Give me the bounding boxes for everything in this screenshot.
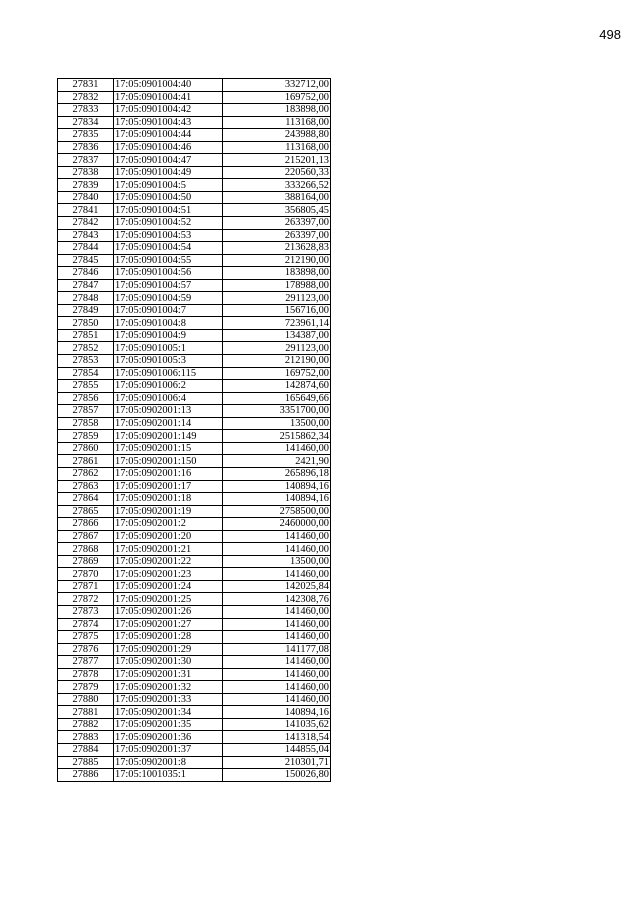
row-index-cell: 27872 [58, 593, 114, 606]
table-row [58, 242, 331, 255]
cadastral-number-cell: 17:05:0902001:17 [114, 480, 223, 493]
row-index-cell: 27879 [58, 681, 114, 694]
row-index-cell: 27884 [58, 743, 114, 756]
value-cell: 212190,00 [223, 355, 331, 368]
table-row [58, 392, 331, 405]
table-row [58, 267, 331, 280]
table-row [58, 217, 331, 230]
row-index-cell: 27844 [58, 242, 114, 255]
row-index-cell: 27838 [58, 166, 114, 179]
row-index-cell: 27847 [58, 279, 114, 292]
row-index-cell: 27850 [58, 317, 114, 330]
table-row [58, 154, 331, 167]
cadastral-number-cell: 17:05:0902001:33 [114, 693, 223, 706]
records-table-body [58, 79, 331, 782]
table-row [58, 229, 331, 242]
value-cell: 263397,00 [223, 217, 331, 230]
cadastral-number-cell: 17:05:0902001:22 [114, 555, 223, 568]
row-index-cell: 27877 [58, 656, 114, 669]
table-row [58, 116, 331, 129]
table-row [58, 743, 331, 756]
table-row [58, 467, 331, 480]
value-cell: 215201,13 [223, 154, 331, 167]
value-cell: 165649,66 [223, 392, 331, 405]
row-index-cell: 27856 [58, 392, 114, 405]
cadastral-number-cell: 17:05:0901004:54 [114, 242, 223, 255]
value-cell: 2515862,34 [223, 430, 331, 443]
value-cell: 2460000,00 [223, 518, 331, 531]
value-cell: 134387,00 [223, 329, 331, 342]
cadastral-number-cell: 17:05:0902001:18 [114, 493, 223, 506]
table-row [58, 91, 331, 104]
cadastral-number-cell: 17:05:0902001:14 [114, 417, 223, 430]
table-row [58, 279, 331, 292]
cadastral-number-cell: 17:05:0902001:32 [114, 681, 223, 694]
row-index-cell: 27874 [58, 618, 114, 631]
table-row [58, 668, 331, 681]
row-index-cell: 27886 [58, 769, 114, 782]
value-cell: 141460,00 [223, 631, 331, 644]
value-cell: 141460,00 [223, 442, 331, 455]
value-cell: 220560,33 [223, 166, 331, 179]
row-index-cell: 27855 [58, 380, 114, 393]
value-cell: 142308,76 [223, 593, 331, 606]
table-row [58, 417, 331, 430]
value-cell: 332712,00 [223, 79, 331, 92]
value-cell: 178988,00 [223, 279, 331, 292]
cadastral-number-cell: 17:05:0902001:37 [114, 743, 223, 756]
row-index-cell: 27849 [58, 304, 114, 317]
table-row [58, 430, 331, 443]
row-index-cell: 27831 [58, 79, 114, 92]
value-cell: 3351700,00 [223, 405, 331, 418]
table-row [58, 530, 331, 543]
table-row [58, 367, 331, 380]
cadastral-number-cell: 17:05:0902001:19 [114, 505, 223, 518]
value-cell: 291123,00 [223, 292, 331, 305]
value-cell: 142025,84 [223, 580, 331, 593]
value-cell: 2758500,00 [223, 505, 331, 518]
cadastral-number-cell: 17:05:0902001:8 [114, 756, 223, 769]
cadastral-number-cell: 17:05:0902001:27 [114, 618, 223, 631]
table-row [58, 329, 331, 342]
cadastral-number-cell: 17:05:0902001:13 [114, 405, 223, 418]
table-row [58, 656, 331, 669]
row-index-cell: 27840 [58, 191, 114, 204]
row-index-cell: 27862 [58, 467, 114, 480]
row-index-cell: 27858 [58, 417, 114, 430]
row-index-cell: 27878 [58, 668, 114, 681]
value-cell: 723961,14 [223, 317, 331, 330]
cadastral-number-cell: 17:05:0902001:30 [114, 656, 223, 669]
cadastral-number-cell: 17:05:0901006:2 [114, 380, 223, 393]
row-index-cell: 27832 [58, 91, 114, 104]
row-index-cell: 27843 [58, 229, 114, 242]
cadastral-number-cell: 17:05:0901006:4 [114, 392, 223, 405]
cadastral-number-cell: 17:05:0901004:5 [114, 179, 223, 192]
value-cell: 291123,00 [223, 342, 331, 355]
cadastral-number-cell: 17:05:0901004:52 [114, 217, 223, 230]
value-cell: 141460,00 [223, 681, 331, 694]
row-index-cell: 27853 [58, 355, 114, 368]
row-index-cell: 27868 [58, 543, 114, 556]
cadastral-number-cell: 17:05:0901004:51 [114, 204, 223, 217]
table-row [58, 191, 331, 204]
row-index-cell: 27837 [58, 154, 114, 167]
value-cell: 142874,60 [223, 380, 331, 393]
value-cell: 140894,16 [223, 480, 331, 493]
value-cell: 210301,71 [223, 756, 331, 769]
cadastral-number-cell: 17:05:0901004:8 [114, 317, 223, 330]
table-row [58, 104, 331, 117]
row-index-cell: 27834 [58, 116, 114, 129]
row-index-cell: 27846 [58, 267, 114, 280]
table-row [58, 304, 331, 317]
value-cell: 263397,00 [223, 229, 331, 242]
cadastral-number-cell: 17:05:0901004:41 [114, 91, 223, 104]
table-row [58, 643, 331, 656]
cadastral-number-cell: 17:05:0901004:44 [114, 129, 223, 142]
table-row [58, 543, 331, 556]
cadastral-number-cell: 17:05:0901004:59 [114, 292, 223, 305]
cadastral-number-cell: 17:05:0901004:9 [114, 329, 223, 342]
table-row [58, 204, 331, 217]
table-row [58, 79, 331, 92]
cadastral-number-cell: 17:05:0902001:2 [114, 518, 223, 531]
cadastral-number-cell: 17:05:0902001:25 [114, 593, 223, 606]
row-index-cell: 27852 [58, 342, 114, 355]
row-index-cell: 27876 [58, 643, 114, 656]
row-index-cell: 27835 [58, 129, 114, 142]
value-cell: 265896,18 [223, 467, 331, 480]
row-index-cell: 27859 [58, 430, 114, 443]
value-cell: 13500,00 [223, 417, 331, 430]
page-number: 498 [599, 27, 621, 42]
cadastral-number-cell: 17:05:0902001:28 [114, 631, 223, 644]
table-row [58, 141, 331, 154]
cadastral-number-cell: 17:05:0901005:3 [114, 355, 223, 368]
cadastral-number-cell: 17:05:0902001:35 [114, 718, 223, 731]
cadastral-number-cell: 17:05:0901004:50 [114, 191, 223, 204]
row-index-cell: 27866 [58, 518, 114, 531]
value-cell: 140894,16 [223, 706, 331, 719]
table-row [58, 317, 331, 330]
value-cell: 140894,16 [223, 493, 331, 506]
table-row [58, 493, 331, 506]
value-cell: 141460,00 [223, 693, 331, 706]
row-index-cell: 27885 [58, 756, 114, 769]
value-cell: 141460,00 [223, 618, 331, 631]
cadastral-number-cell: 17:05:0902001:29 [114, 643, 223, 656]
table-row [58, 380, 331, 393]
cadastral-number-cell: 17:05:0901004:46 [114, 141, 223, 154]
value-cell: 113168,00 [223, 141, 331, 154]
value-cell: 183898,00 [223, 104, 331, 117]
cadastral-number-cell: 17:05:0901004:40 [114, 79, 223, 92]
cadastral-number-cell: 17:05:0901004:49 [114, 166, 223, 179]
cadastral-number-cell: 17:05:0901004:47 [114, 154, 223, 167]
table-row [58, 731, 331, 744]
table-row [58, 405, 331, 418]
row-index-cell: 27880 [58, 693, 114, 706]
table-row [58, 455, 331, 468]
value-cell: 141318,54 [223, 731, 331, 744]
cadastral-number-cell: 17:05:0902001:15 [114, 442, 223, 455]
value-cell: 141460,00 [223, 568, 331, 581]
value-cell: 141460,00 [223, 656, 331, 669]
cadastral-number-cell: 17:05:0902001:21 [114, 543, 223, 556]
cadastral-number-cell: 17:05:0901004:53 [114, 229, 223, 242]
table-row [58, 756, 331, 769]
table-row [58, 593, 331, 606]
cadastral-number-cell: 17:05:0902001:16 [114, 467, 223, 480]
value-cell: 141460,00 [223, 543, 331, 556]
table-row [58, 355, 331, 368]
row-index-cell: 27869 [58, 555, 114, 568]
row-index-cell: 27861 [58, 455, 114, 468]
row-index-cell: 27836 [58, 141, 114, 154]
row-index-cell: 27860 [58, 442, 114, 455]
cadastral-number-cell: 17:05:0901006:115 [114, 367, 223, 380]
table-row [58, 618, 331, 631]
row-index-cell: 27882 [58, 718, 114, 731]
value-cell: 141460,00 [223, 530, 331, 543]
cadastral-number-cell: 17:05:0901004:42 [114, 104, 223, 117]
value-cell: 141460,00 [223, 668, 331, 681]
table-row [58, 718, 331, 731]
value-cell: 150026,80 [223, 769, 331, 782]
value-cell: 2421,90 [223, 455, 331, 468]
value-cell: 213628,83 [223, 242, 331, 255]
table-row [58, 555, 331, 568]
row-index-cell: 27865 [58, 505, 114, 518]
row-index-cell: 27845 [58, 254, 114, 267]
value-cell: 144855,04 [223, 743, 331, 756]
row-index-cell: 27875 [58, 631, 114, 644]
value-cell: 212190,00 [223, 254, 331, 267]
cadastral-number-cell: 17:05:0902001:31 [114, 668, 223, 681]
row-index-cell: 27870 [58, 568, 114, 581]
cadastral-number-cell: 17:05:0902001:23 [114, 568, 223, 581]
value-cell: 141177,08 [223, 643, 331, 656]
cadastral-number-cell: 17:05:1001035:1 [114, 769, 223, 782]
cadastral-number-cell: 17:05:0902001:36 [114, 731, 223, 744]
table-row [58, 166, 331, 179]
table-row [58, 254, 331, 267]
value-cell: 13500,00 [223, 555, 331, 568]
table-row [58, 480, 331, 493]
table-row [58, 505, 331, 518]
table-row [58, 292, 331, 305]
cadastral-number-cell: 17:05:0901004:56 [114, 267, 223, 280]
row-index-cell: 27851 [58, 329, 114, 342]
row-index-cell: 27854 [58, 367, 114, 380]
row-index-cell: 27864 [58, 493, 114, 506]
row-index-cell: 27867 [58, 530, 114, 543]
cadastral-number-cell: 17:05:0901004:55 [114, 254, 223, 267]
table-row [58, 693, 331, 706]
row-index-cell: 27883 [58, 731, 114, 744]
value-cell: 141460,00 [223, 605, 331, 618]
row-index-cell: 27848 [58, 292, 114, 305]
table-row [58, 681, 331, 694]
row-index-cell: 27842 [58, 217, 114, 230]
cadastral-number-cell: 17:05:0901004:43 [114, 116, 223, 129]
table-row [58, 706, 331, 719]
row-index-cell: 27833 [58, 104, 114, 117]
value-cell: 356805,45 [223, 204, 331, 217]
table-row [58, 568, 331, 581]
value-cell: 243988,80 [223, 129, 331, 142]
table-row [58, 129, 331, 142]
row-index-cell: 27857 [58, 405, 114, 418]
value-cell: 113168,00 [223, 116, 331, 129]
row-index-cell: 27863 [58, 480, 114, 493]
records-table [57, 78, 331, 782]
cadastral-number-cell: 17:05:0902001:24 [114, 580, 223, 593]
row-index-cell: 27871 [58, 580, 114, 593]
table-row [58, 518, 331, 531]
cadastral-number-cell: 17:05:0902001:150 [114, 455, 223, 468]
row-index-cell: 27839 [58, 179, 114, 192]
cadastral-number-cell: 17:05:0901004:7 [114, 304, 223, 317]
cadastral-number-cell: 17:05:0902001:20 [114, 530, 223, 543]
table-row [58, 580, 331, 593]
table-row [58, 631, 331, 644]
table-row [58, 442, 331, 455]
cadastral-number-cell: 17:05:0901005:1 [114, 342, 223, 355]
table-row [58, 605, 331, 618]
value-cell: 333266,52 [223, 179, 331, 192]
value-cell: 141035,62 [223, 718, 331, 731]
cadastral-number-cell: 17:05:0902001:34 [114, 706, 223, 719]
cadastral-number-cell: 17:05:0902001:26 [114, 605, 223, 618]
cadastral-number-cell: 17:05:0902001:149 [114, 430, 223, 443]
table-row [58, 342, 331, 355]
row-index-cell: 27873 [58, 605, 114, 618]
row-index-cell: 27841 [58, 204, 114, 217]
value-cell: 388164,00 [223, 191, 331, 204]
row-index-cell: 27881 [58, 706, 114, 719]
value-cell: 183898,00 [223, 267, 331, 280]
value-cell: 169752,00 [223, 367, 331, 380]
table-row [58, 179, 331, 192]
value-cell: 156716,00 [223, 304, 331, 317]
table-row [58, 769, 331, 782]
cadastral-number-cell: 17:05:0901004:57 [114, 279, 223, 292]
value-cell: 169752,00 [223, 91, 331, 104]
